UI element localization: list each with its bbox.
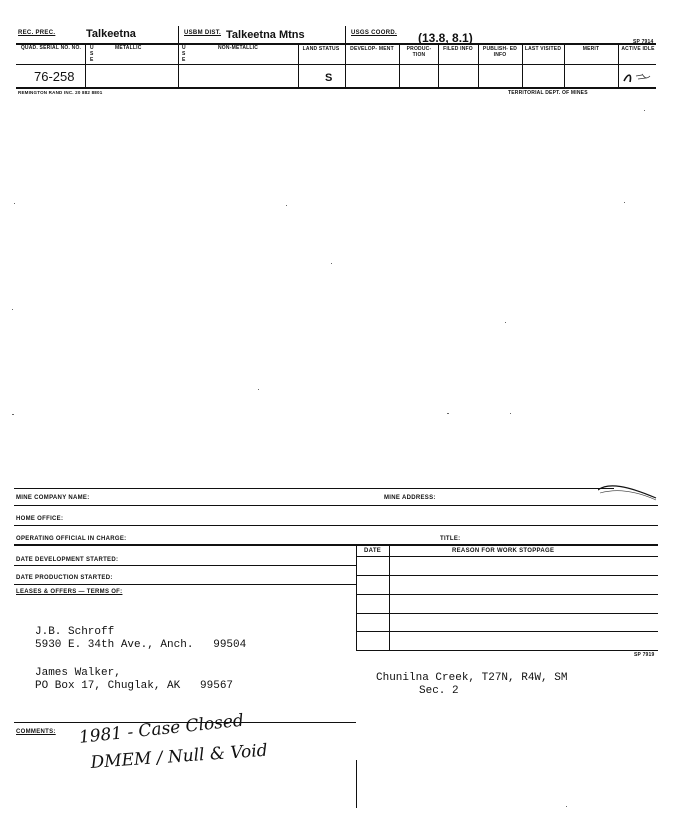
- col-divider: [178, 26, 179, 43]
- col-use-nonmetallic: U S E: [182, 45, 186, 63]
- col-active-idle: ACTIVE IDLE: [621, 46, 655, 52]
- table-row-line: [356, 575, 658, 576]
- table-row-line: [356, 613, 658, 614]
- rec-prec-label: REC. PREC.: [18, 30, 56, 36]
- center-divider: [356, 544, 357, 651]
- comments-label: COMMENTS:: [16, 729, 56, 735]
- holder1-address: 5930 E. 34th Ave., Anch. 99504: [35, 639, 247, 651]
- col-merit: MERIT: [582, 46, 600, 52]
- row-line: [14, 584, 356, 585]
- col-divider: [85, 43, 86, 88]
- location-line2: Sec. 2: [419, 685, 459, 697]
- col-published-info: PUBLISH- ED INFO: [482, 46, 518, 58]
- date-prod-started-label: DATE PRODUCTION STARTED:: [16, 575, 113, 581]
- date-dev-started-label: DATE DEVELOPMENT STARTED:: [16, 557, 119, 563]
- col-divider: [298, 43, 299, 88]
- leases-label: LEASES & OFFERS — TERMS OF:: [16, 589, 123, 595]
- mine-address-label: MINE ADDRESS:: [384, 495, 436, 501]
- usgs-coord-value: (13.8, 8.1): [418, 31, 473, 45]
- col-divider: [438, 43, 439, 88]
- form-number-bottom: SP 7919: [634, 652, 655, 658]
- usbm-dist-value: Talkeetna Mtns: [226, 29, 305, 41]
- date-col-divider: [389, 544, 390, 651]
- title-label: TITLE:: [440, 536, 461, 542]
- form-number-top: SP 7914: [633, 39, 654, 45]
- col-divider: [478, 43, 479, 88]
- footer-right-text: TERRITORIAL DEPT. OF MINES: [508, 90, 588, 96]
- footer-left-text: REMINGTON RAND INC. 20 882 8801: [18, 90, 103, 95]
- col-divider: [522, 43, 523, 88]
- bottom-card-top-line: [14, 488, 614, 489]
- col-nonmetallic: NON-METALLIC: [218, 45, 259, 51]
- date-col-label: DATE: [364, 548, 382, 554]
- header-row-line: [16, 64, 656, 65]
- table-row-line: [356, 650, 658, 651]
- col-divider: [178, 43, 179, 88]
- row-line: [14, 544, 658, 546]
- col-quad-serial: QUAD. SERIAL NO. NO.: [20, 45, 82, 51]
- col-divider: [564, 43, 565, 88]
- rec-prec-value: Talkeetna: [86, 28, 136, 40]
- handwritten-note-line1: 1981 - Case Closed: [78, 710, 245, 748]
- col-land-status: LAND STATUS: [302, 46, 340, 52]
- handwritten-note-line2: DMEM / Null & Void: [90, 740, 269, 773]
- row-line: [14, 505, 658, 506]
- top-card-line: [16, 43, 656, 45]
- usbm-dist-label: USBM DIST.: [184, 30, 222, 36]
- col-development: DEVELOP- MENT: [350, 46, 394, 52]
- home-office-label: HOME OFFICE:: [16, 516, 64, 522]
- usgs-coord-label: USGS COORD.: [351, 30, 397, 36]
- location-line1: Chunilna Creek, T27N, R4W, SM: [376, 672, 568, 684]
- col-divider: [345, 26, 346, 88]
- row-line: [14, 565, 356, 566]
- holder2-name: James Walker,: [35, 667, 121, 679]
- land-status-value: S: [325, 72, 333, 84]
- table-row-line: [356, 594, 658, 595]
- col-metallic: METALLIC: [115, 45, 142, 51]
- table-header-line: [356, 556, 658, 557]
- holder2-address: PO Box 17, Chuglak, AK 99567: [35, 680, 234, 692]
- operating-official-label: OPERATING OFFICIAL IN CHARGE:: [16, 536, 127, 542]
- col-last-visited: LAST VISITED: [524, 46, 562, 52]
- col-use-metallic: U S E: [90, 45, 94, 63]
- card-curl: [598, 478, 658, 502]
- row-line: [14, 525, 658, 526]
- center-divider-lower: [356, 760, 357, 808]
- col-production: PRODUC- TION: [406, 46, 432, 58]
- reason-col-label: REASON FOR WORK STOPPAGE: [452, 548, 555, 554]
- mine-company-label: MINE COMPANY NAME:: [16, 495, 90, 501]
- col-divider: [618, 43, 619, 88]
- quad-serial-value: 76-258: [34, 69, 75, 84]
- col-filed-info: FILED INFO: [443, 46, 473, 52]
- col-divider: [399, 43, 400, 88]
- holder1-name: J.B. Schroff: [35, 626, 115, 638]
- table-row-line: [356, 631, 658, 632]
- data-row-line: [16, 87, 656, 89]
